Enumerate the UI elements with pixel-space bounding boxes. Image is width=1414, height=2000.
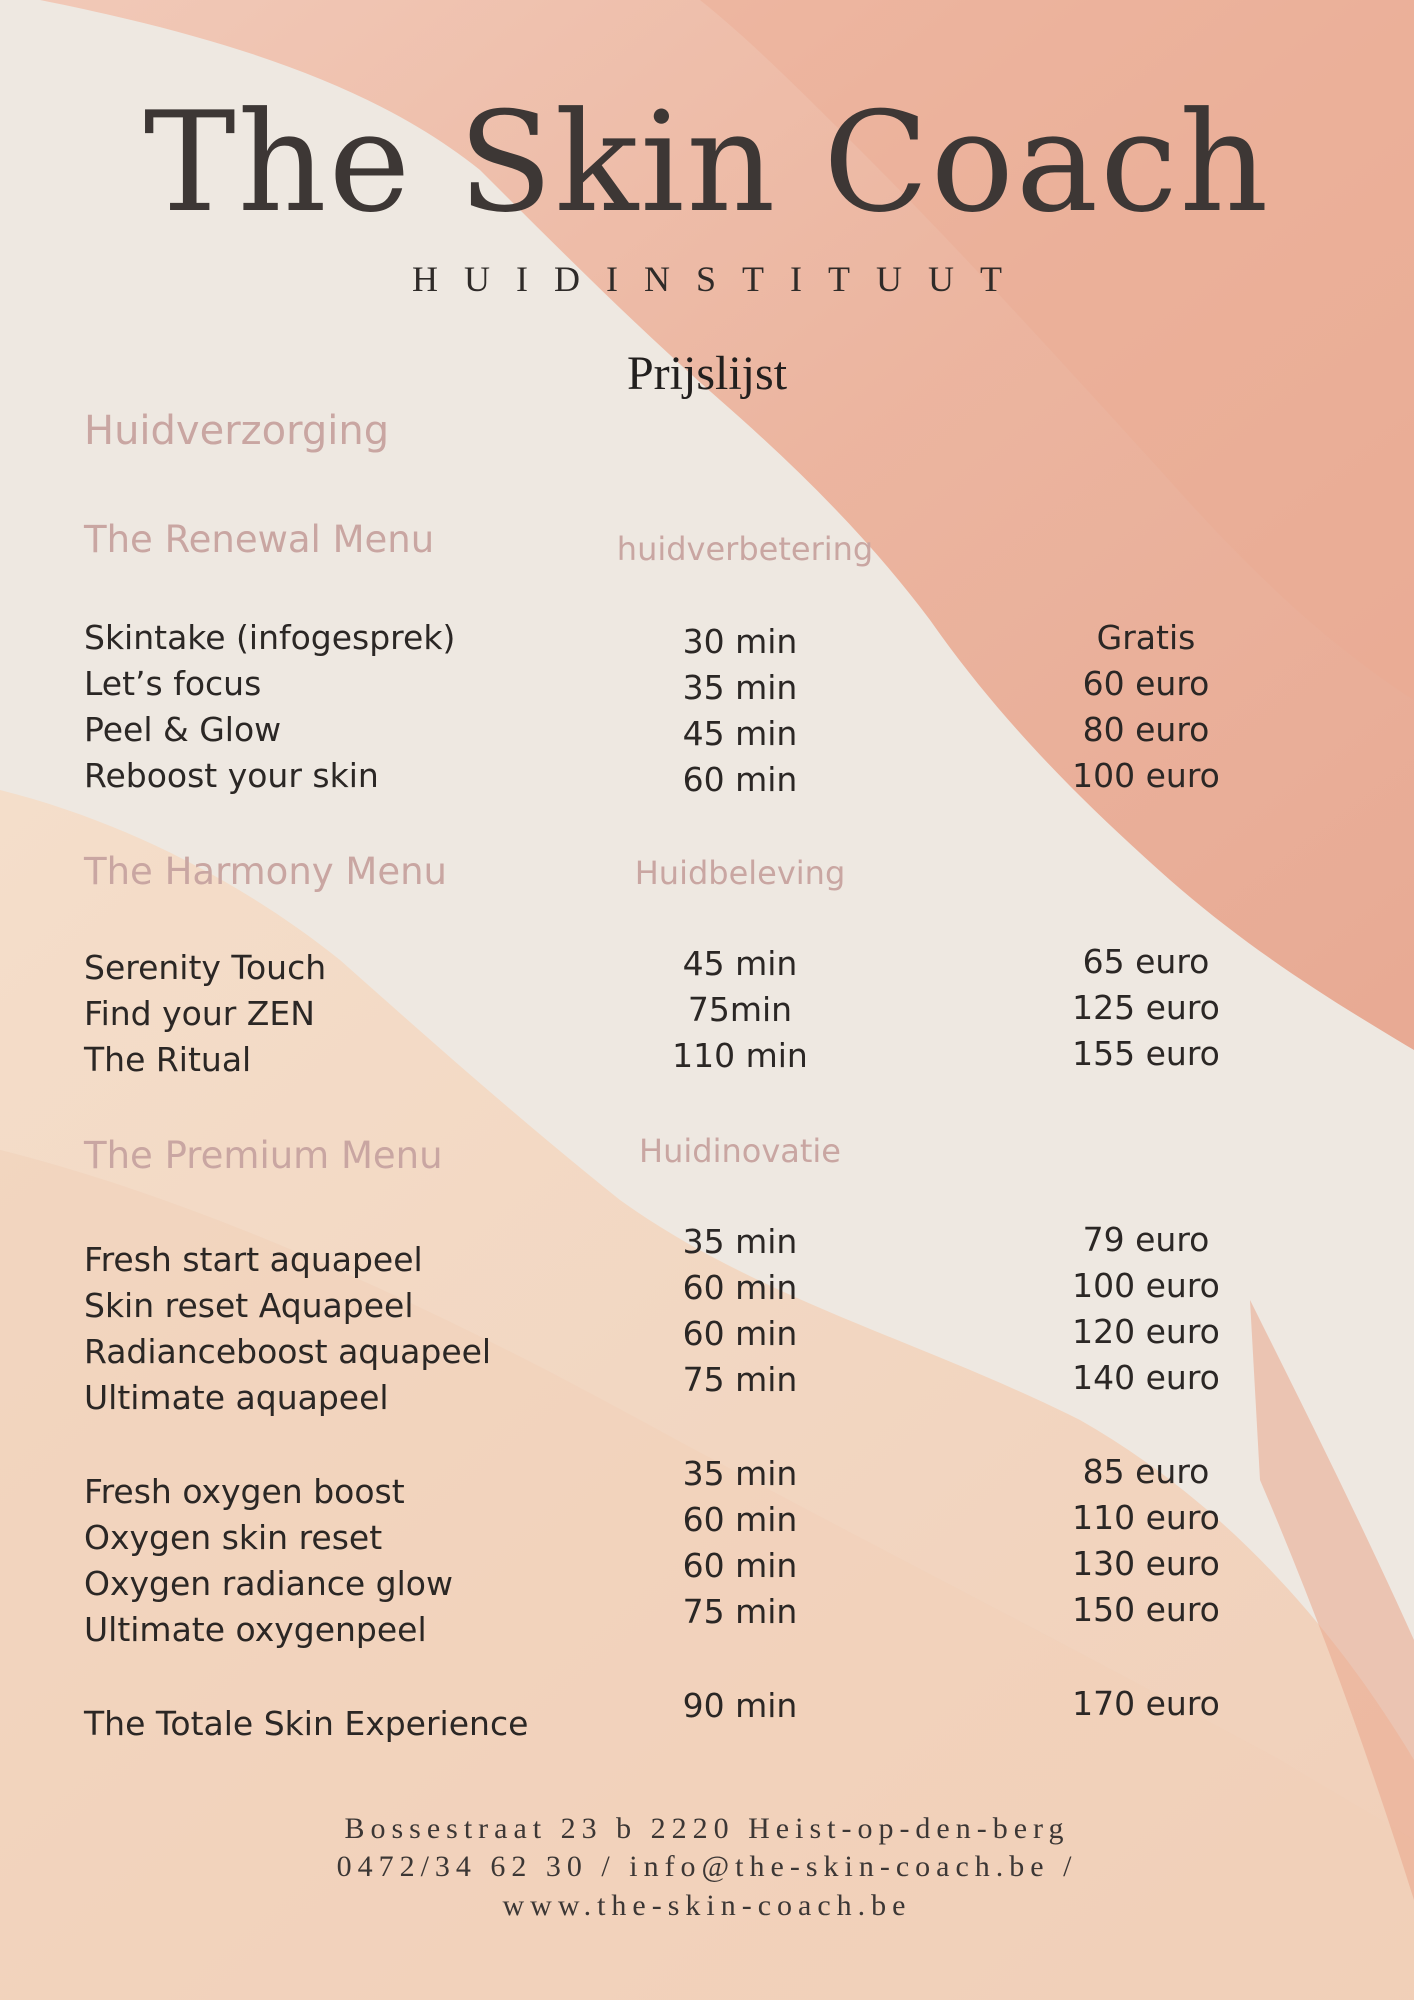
list-item-price: 85 euro xyxy=(1082,1452,1210,1491)
list-item-duration: 45 min xyxy=(682,944,798,983)
business-title: The Skin Coach xyxy=(143,82,1271,243)
list-item-name: Fresh oxygen boost xyxy=(84,1472,405,1511)
list-item-name: Skin reset Aquapeel xyxy=(84,1286,414,1325)
list-item-duration: 35 min xyxy=(682,1454,798,1493)
list-item-name: Ultimate aquapeel xyxy=(84,1378,389,1417)
list-item-price: 170 euro xyxy=(1072,1684,1220,1723)
list-item-duration: 60 min xyxy=(682,760,798,799)
list-item-price: 60 euro xyxy=(1082,664,1210,703)
list-item-duration: 60 min xyxy=(682,1268,798,1307)
list-item-price: 100 euro xyxy=(1072,756,1220,795)
list-item-name: Radianceboost aquapeel xyxy=(84,1332,492,1371)
business-subtitle: HUIDINSTITUUT xyxy=(412,259,1028,299)
list-item-price: 120 euro xyxy=(1072,1312,1220,1351)
renewal-menu-subtitle: huidverbetering xyxy=(616,530,874,568)
list-item-duration: 75 min xyxy=(682,1360,798,1399)
list-item-duration: 30 min xyxy=(682,622,798,661)
list-item-duration: 60 min xyxy=(682,1546,798,1585)
list-item-price: Gratis xyxy=(1096,618,1196,657)
harmony-menu-subtitle: Huidbeleving xyxy=(634,854,846,892)
list-item-name: Find your ZEN xyxy=(84,994,315,1033)
list-item-duration: 75 min xyxy=(682,1592,798,1631)
list-item-name: Skintake (infogesprek) xyxy=(84,618,456,657)
list-item-name: Oxygen radiance glow xyxy=(84,1564,453,1603)
list-item-price: 130 euro xyxy=(1072,1544,1220,1583)
list-item-duration: 110 min xyxy=(672,1036,808,1075)
list-item-name: The Ritual xyxy=(84,1040,252,1079)
category-heading: Huidverzorging xyxy=(84,408,390,454)
footer-contact: 0472/34 62 30 / info@the-skin-coach.be / xyxy=(336,1850,1078,1883)
premium-menu-title: The Premium Menu xyxy=(84,1134,443,1177)
list-item-price: 65 euro xyxy=(1082,942,1210,981)
premium-menu-subtitle: Huidinovatie xyxy=(639,1132,841,1170)
list-item-name: Reboost your skin xyxy=(84,756,379,795)
renewal-menu-title: The Renewal Menu xyxy=(84,518,435,561)
list-item-duration: 45 min xyxy=(682,714,798,753)
list-item-duration: 35 min xyxy=(682,1222,798,1261)
list-item-name: Oxygen skin reset xyxy=(84,1518,383,1557)
list-item-duration: 35 min xyxy=(682,668,798,707)
list-item-price: 80 euro xyxy=(1082,710,1210,749)
list-item-name: Peel & Glow xyxy=(84,710,282,749)
pricelist-heading: Prijslijst xyxy=(626,347,788,400)
list-item-name: Ultimate oxygenpeel xyxy=(84,1610,427,1649)
list-item-duration: 75min xyxy=(687,990,793,1029)
list-item-price: 155 euro xyxy=(1072,1034,1220,1073)
list-item-name: The Totale Skin Experience xyxy=(84,1704,529,1743)
list-item-duration: 90 min xyxy=(682,1686,798,1725)
footer-website: www.the-skin-coach.be xyxy=(502,1889,912,1922)
list-item-price: 110 euro xyxy=(1072,1498,1220,1537)
list-item-price: 150 euro xyxy=(1072,1590,1220,1629)
list-item-price: 140 euro xyxy=(1072,1358,1220,1397)
list-item-name: Serenity Touch xyxy=(84,948,327,987)
harmony-menu-title: The Harmony Menu xyxy=(84,850,448,893)
list-item-name: Let’s focus xyxy=(84,664,262,703)
footer-address: Bossestraat 23 b 2220 Heist-op-den-berg xyxy=(344,1812,1070,1845)
list-item-duration: 60 min xyxy=(682,1500,798,1539)
list-item-name: Fresh start aquapeel xyxy=(84,1240,423,1279)
list-item-duration: 60 min xyxy=(682,1314,798,1353)
list-item-price: 100 euro xyxy=(1072,1266,1220,1305)
list-item-price: 125 euro xyxy=(1072,988,1220,1027)
list-item-price: 79 euro xyxy=(1082,1220,1210,1259)
